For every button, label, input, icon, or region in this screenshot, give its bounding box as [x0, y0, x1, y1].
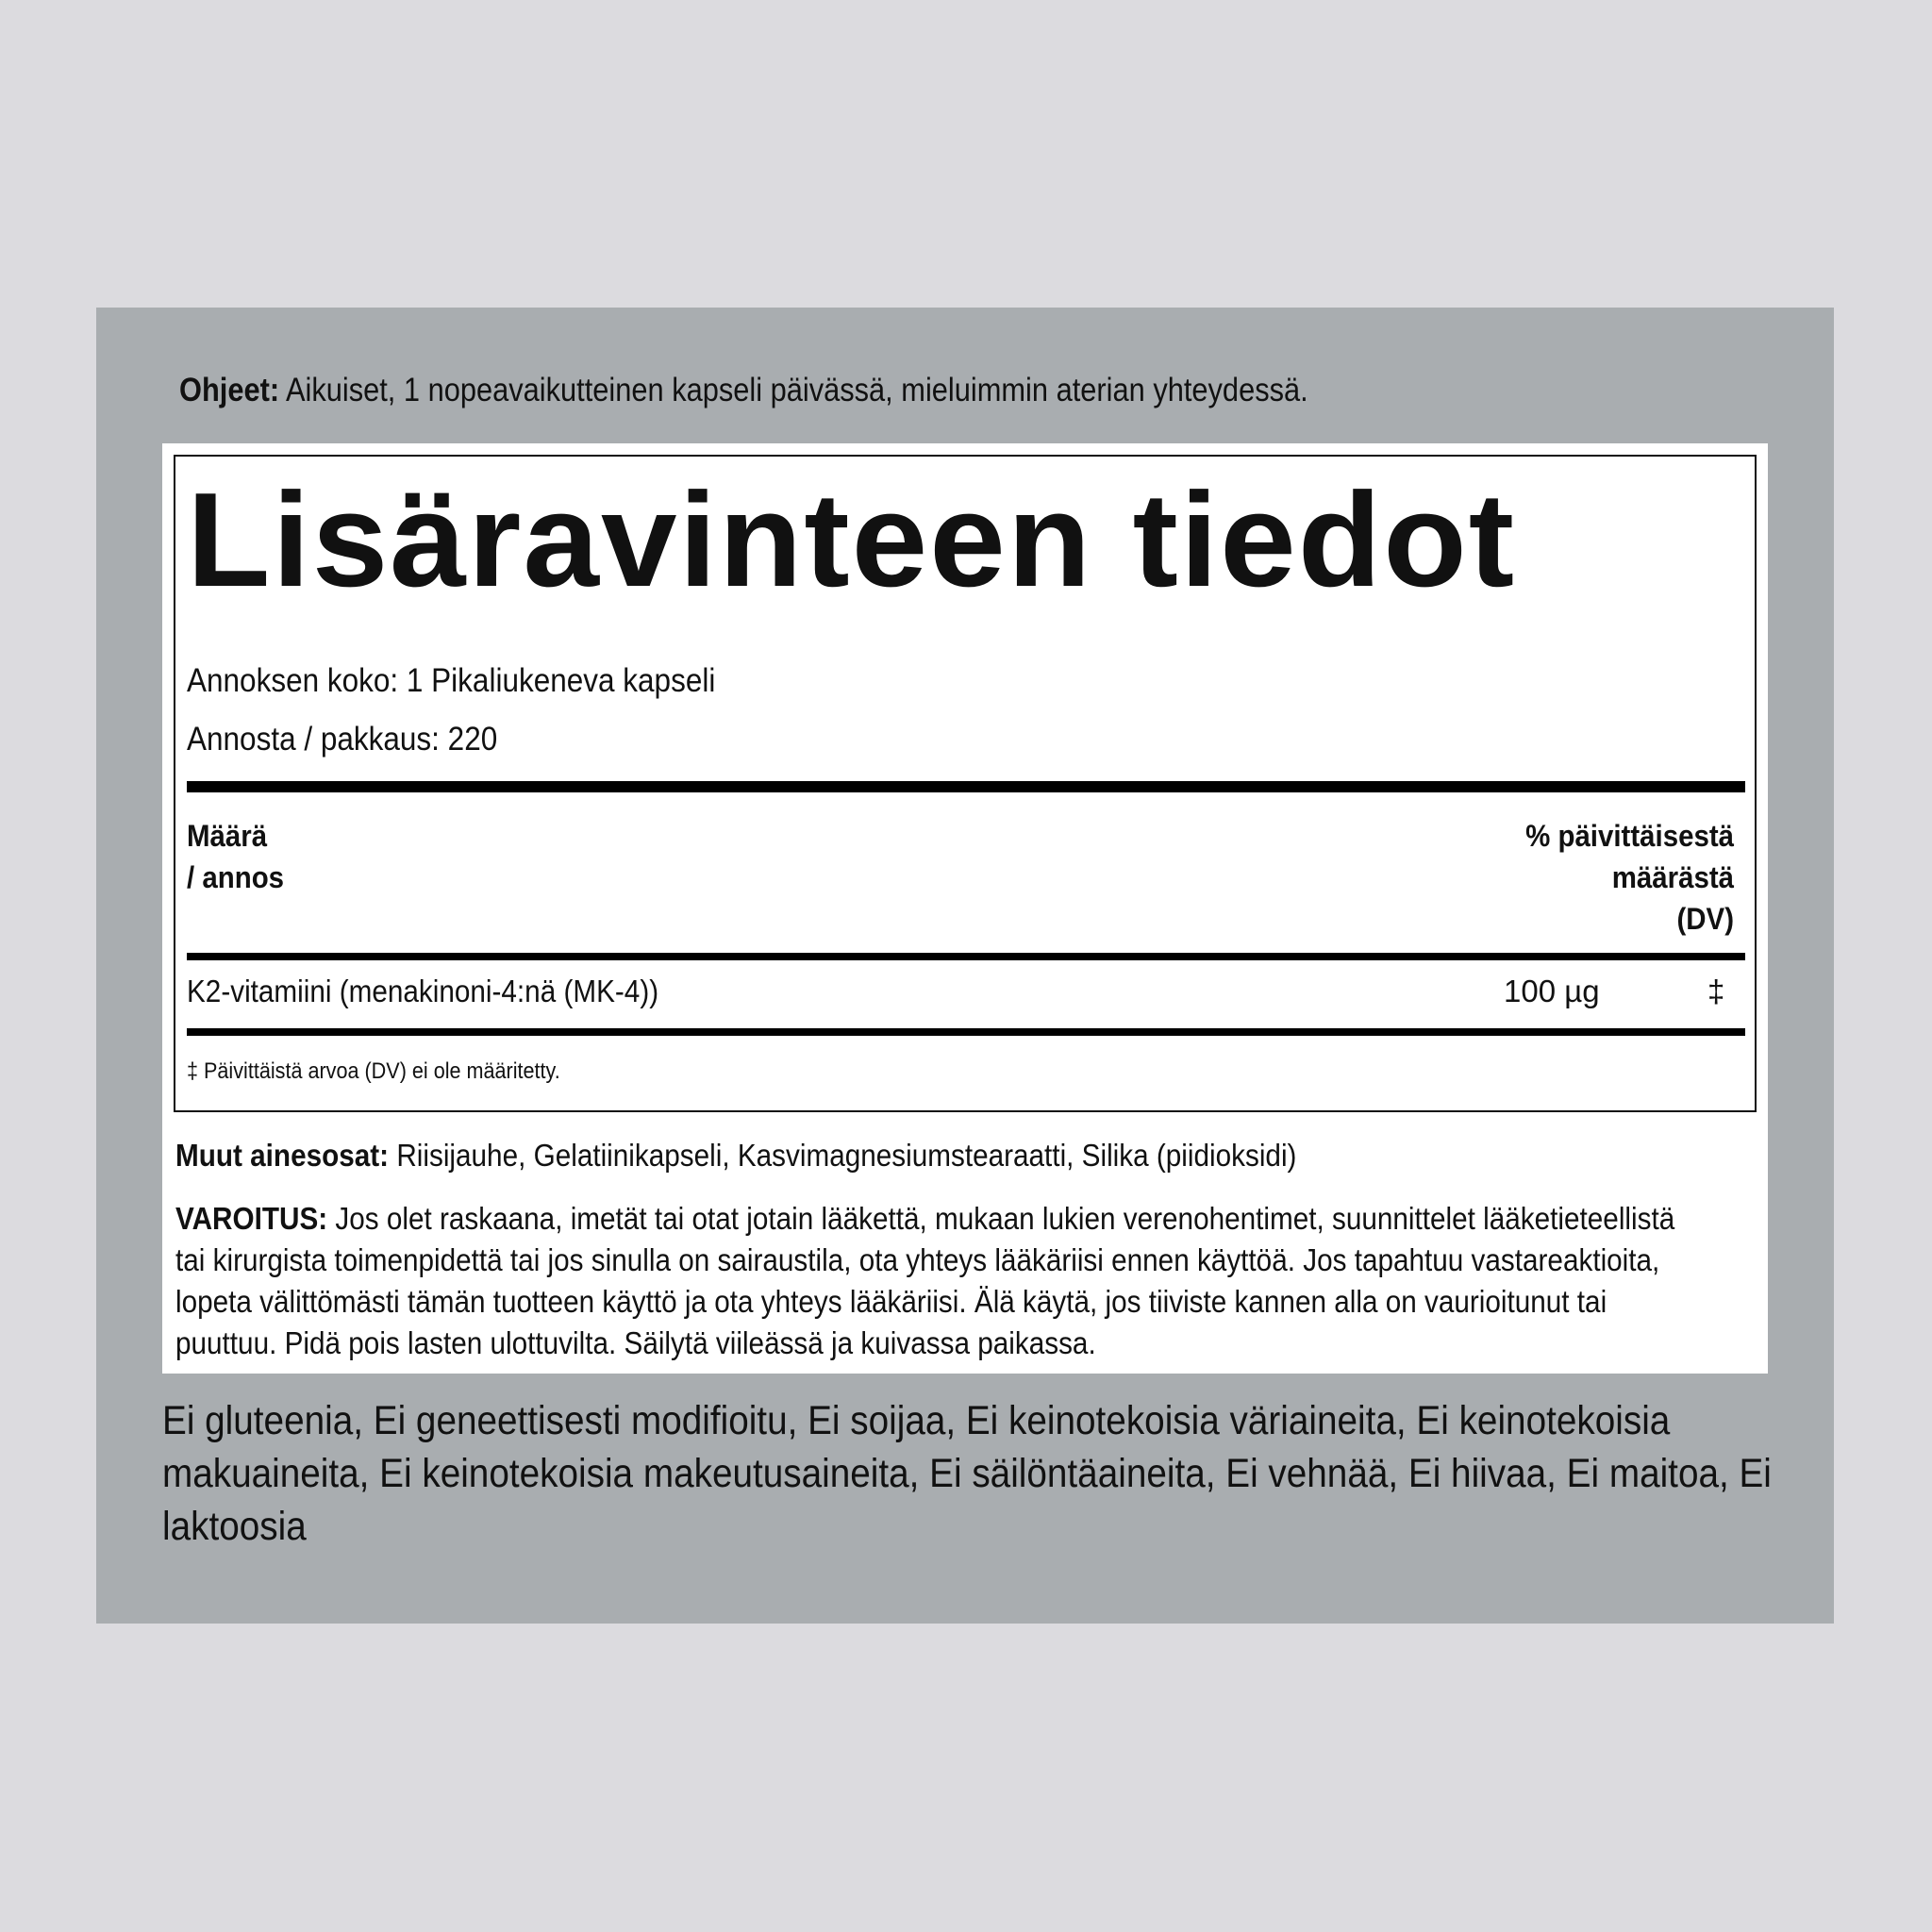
column-header-amount — [187, 815, 447, 898]
divider-thick — [187, 781, 1745, 792]
free-from-line: Ei gluteenia, Ei geneettisesti modifioitu, Ei soijaa, Ei keinotekoisia väriaineita, Ei keinotekoisia — [162, 1398, 1671, 1443]
column-header-dv-line: % päivittäisestä — [1525, 819, 1734, 853]
free-from-statement — [162, 1394, 1792, 1553]
other-ingredients-label: Muut ainesosat: — [175, 1138, 390, 1173]
warning-line: lopeta välittömästi tämän tuotteen käyttö ja ota yhteys lääkäriisi. Älä käytä, jos tiiviste kannen alla on vaurioitunut tai — [175, 1284, 1607, 1319]
serving-size: Annoksen koko: 1 Pikaliukeneva kapseli — [187, 662, 716, 699]
nutrient-amount: 100 µg — [1504, 974, 1600, 1008]
footnote: ‡ Päivittäistä arvoa (DV) ei ole määritetty. — [187, 1058, 560, 1084]
supplement-facts-box — [174, 455, 1757, 1112]
column-header-dv-line: (DV) — [1676, 902, 1734, 936]
column-header-amount-line: Määrä — [187, 819, 268, 853]
warning-label: VAROITUS: — [175, 1201, 328, 1236]
column-header-amount-line: / annos — [187, 860, 285, 894]
warning — [175, 1198, 1763, 1364]
divider-medium — [187, 1028, 1745, 1036]
divider-medium — [187, 953, 1745, 960]
supplement-label-panel — [96, 308, 1834, 1624]
other-ingredients — [175, 1138, 1296, 1174]
directions — [179, 372, 1308, 409]
warning-line: puuttuu. Pidä pois lasten ulottuvilta. Säilytä viileässä ja kuivassa paikassa. — [175, 1325, 1096, 1360]
free-from-line: laktoosia — [162, 1504, 307, 1549]
directions-text: Aikuiset, 1 nopeavaikutteinen kapseli päivässä, mieluimmin aterian yhteydessä. — [279, 372, 1308, 408]
warning-line: tai kirurgista toimenpidettä tai jos sinulla on sairaustila, ota yhteys lääkäriisi ennen käyttöä. Jos tapahtuu vastareaktioita, — [175, 1242, 1660, 1277]
free-from-line: makuaineita, Ei keinotekoisia makeutusaineita, Ei säilöntäaineita, Ei vehnää, Ei hiivaa, Ei maitoa, Ei — [162, 1451, 1772, 1496]
nutrient-daily-value: ‡ — [1707, 974, 1725, 1008]
facts-title: Lisäravinteen tiedot — [187, 465, 1517, 615]
warning-text: Jos olet raskaana, imetät tai otat jotain lääkettä, mukaan lukien verenohentimet, suunnittelet lääketieteellistä — [327, 1201, 1675, 1236]
column-header-dv-line: määrästä — [1611, 860, 1734, 894]
servings-per-container: Annosta / pakkaus: 220 — [187, 721, 498, 758]
directions-label: Ohjeet: — [179, 372, 280, 408]
nutrient-name: K2-vitamiini (menakinoni-4:nä (MK-4)) — [187, 974, 659, 1008]
other-ingredients-text: Riisijauhe, Gelatiinikapseli, Kasvimagnesiumstearaatti, Silika (piidioksidi) — [389, 1138, 1297, 1173]
label-white-area — [162, 443, 1768, 1374]
warning-line — [175, 1198, 1763, 1240]
column-header-daily-value — [1387, 815, 1734, 940]
